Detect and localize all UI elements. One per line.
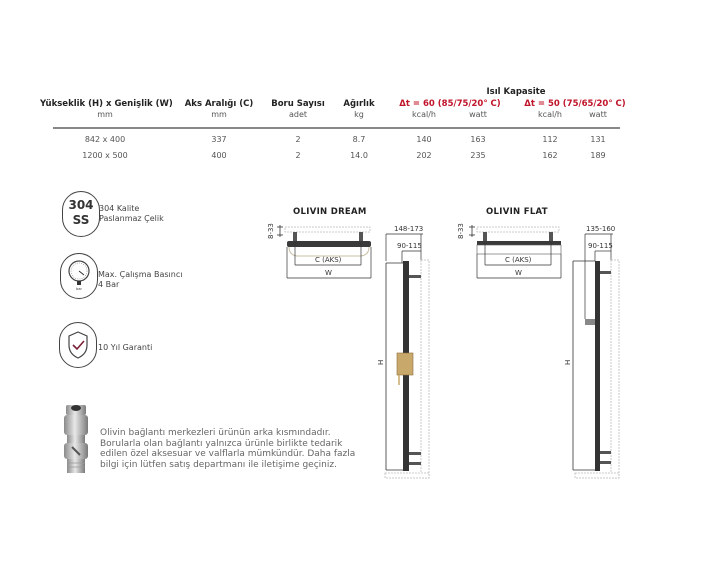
valve-fitting-image [56,403,96,478]
flat-side-panel [595,261,600,471]
dream-depth-wall: 90-115 [397,242,422,250]
dream-top-wall [285,227,370,232]
flat-width-label: W [515,269,522,277]
flat-side-wall [611,260,619,478]
dream-height-label: H [377,359,385,365]
table-cell: 400 [211,151,227,160]
table-cell: 14.0 [350,151,368,160]
table-cell: 842 x 400 [84,135,126,144]
table-cell: 140 [416,135,432,144]
col-tubes-unit: adet [288,110,308,119]
delta60-watt-unit: watt [469,110,487,119]
olivin-dream-title: OLIVIN DREAM [293,207,367,217]
table-cell: 1200 x 500 [82,151,128,160]
table-cell: 2 [295,151,301,160]
feature-steel-line1: 304 Kalite [99,204,140,213]
flat-top-wall [477,227,559,232]
pressure-gauge-badge [60,253,98,299]
note-line-3: edilen özel aksesuar ve valflarla mümkündür. Daha fazla [100,449,356,459]
304-ss-badge [62,191,100,237]
note-line-2: Borularla olan bağlantı yalnızca ürünle birlikte tedarik [100,438,343,449]
col-axis-title: Aks Aralığı (C) [184,99,254,109]
delta50-title: Δt = 50 (75/65/20° C) [524,99,626,109]
dream-depth-total: 148-173 [394,225,424,233]
dream-width-label: W [325,269,332,277]
dream-axis-label: C (AKS) [315,256,342,264]
table-divider [53,127,620,129]
note-line-1: Olivin bağlantı merkezleri ürünün arka kısmındadır. [100,428,331,438]
feature-pressure-line1: Max. Çalışma Basıncı [98,270,183,279]
table-cell: 202 [416,151,432,160]
badge-304-text: 304 [68,198,94,212]
col-size-unit: mm [97,110,113,119]
delta50-watt-unit: watt [589,110,607,119]
table-cell: 112 [542,135,558,144]
olivin-flat-diagram [445,215,625,490]
col-tubes-title: Boru Sayısı [271,99,325,109]
table-cell: 163 [470,135,486,144]
warranty-badge [59,322,97,368]
col-weight-title: Ağırlık [343,99,375,109]
badge-ss-text: SS [72,213,90,227]
table-cell: 235 [470,151,486,160]
olivin-dream-diagram [255,215,435,490]
delta50-kcal-unit: kcal/h [538,110,562,119]
flat-top-panel [477,241,561,245]
col-size-title: Yükseklik (H) x Genişlik (W) [40,99,173,109]
feature-steel-line2: Paslanmaz Çelik [99,214,164,223]
feature-steel-text [99,204,164,224]
table-cell: 8.7 [352,135,366,144]
feature-pressure-text [98,270,182,290]
dream-side-wall [421,260,429,478]
flat-height-label: H [564,359,572,365]
col-weight-unit: kg [354,110,364,119]
flat-depth-total: 135-160 [586,225,616,233]
flat-axis-label: C (AKS) [505,256,532,264]
flat-depth-wall: 90-115 [588,242,613,250]
feature-pressure-line2: 4 Bar [98,280,120,289]
table-cell: 2 [295,135,301,144]
olivin-flat-title: OLIVIN FLAT [486,207,548,217]
table-cell: 189 [590,151,606,160]
delta60-kcal-unit: kcal/h [412,110,436,119]
table-cell: 337 [211,135,227,144]
table-cell: 131 [590,135,606,144]
dream-hanger [397,353,413,375]
dream-top-panel [287,241,371,247]
delta60-title: Δt = 60 (85/75/20° C) [399,99,501,109]
flat-gap-label: 8-33 [457,223,465,239]
pressure-gauge-icon [61,254,97,298]
thermal-capacity-header: Isıl Kapasite [486,87,546,97]
gauge-bar-label: bar [76,287,82,291]
feature-warranty-text: 10 Yıl Garanti [98,343,153,352]
note-line-4: bilgi için lütfen satış departmanı ile iletişime geçiniz. [100,459,337,470]
col-axis-unit: mm [211,110,227,119]
shield-check-icon [60,323,96,367]
dream-gap-label: 8-33 [267,223,275,239]
table-cell: 162 [542,151,558,160]
